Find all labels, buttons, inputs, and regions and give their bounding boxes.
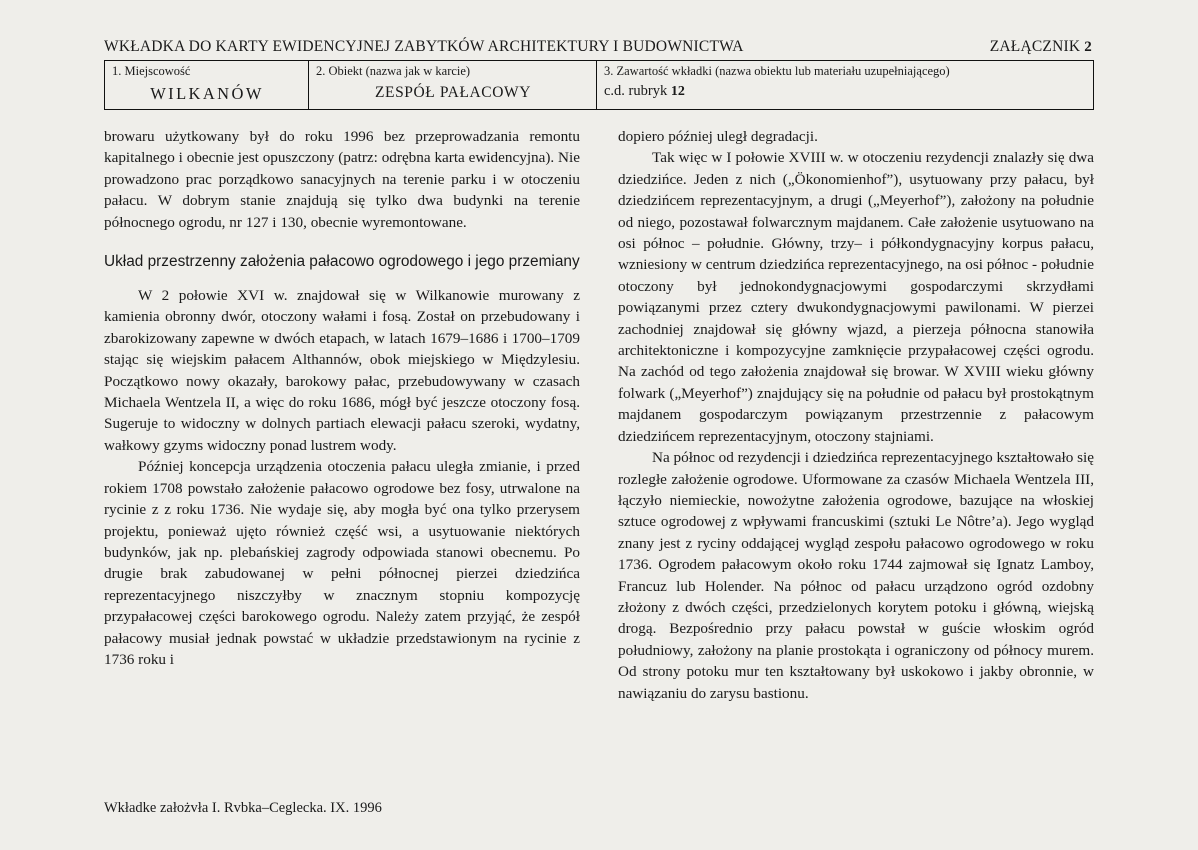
- content-value-prefix: c.d. rubryk: [604, 83, 668, 99]
- paragraph: W 2 połowie XVI w. znajdował się w Wilkanowie murowany z kamienia obronny dwór, otoczony wałami i fosą. Został on przebudowany i zbarokizowany zapewne w dwóch etapach, w latach 1679–1686 i 1700–1709 stając się wiejskim pałacem Althannów, obok miejskiego w Międzylesiu. Początkowo nowy okazały, barokowy pałac, przebudowywany w czasach Michaela Wentzela II, a więc do roku 1686, mógł być jeszcze otoczony fosą. Sugeruje to widoczny w dolnych partiach elewacji pałacu szeroki, wydatny, wałkowy gzyms widoczny ponad lustrem wody.: [104, 287, 580, 454]
- header-title: WKŁADKA DO KARTY EWIDENCYJNEJ ZABYTKÓW ARCHITEKTURY I BUDOWNICTWA: [104, 38, 744, 55]
- document-footer: Wkładke założvła I. Rvbka–Ceglecka. IX. 1996: [104, 800, 382, 816]
- metadata-cell-content: [597, 61, 1093, 109]
- paragraph: Później koncepcja urządzenia otoczenia pałacu uległa zmianie, i przed rokiem 1708 powstało założenie pałacowo ogrodowe bez fosy, utrwalone na rycinie z z roku 1736. Nie wydaje się, aby mogła być ona tylko przerysem projektu, ponieważ ujęto również część wsi, a usytuowanie niektórych budynków, jak np. plebańskiej zagrody odpowiada stanowi obecnemu. Po drugie brak zabudowanej w pełni północnej pierzei dziedzińca reprezentacyjnego niszczyłby w znacznym stopniu kompozycję przypałacowej części barokowego ogrodu. Należy zatem przyjąć, że zespół pałacowy musiał jednak powstać w układzie przedstawionym na rycinie z 1736 roku i: [104, 458, 580, 668]
- section-heading: Układ przestrzenny założenia pałacowo ogrodowego i jego przemiany: [104, 253, 580, 271]
- metadata-table: [104, 60, 1094, 110]
- content-label: 3. Zawartość wkładki (nazwa obiektu lub materiału uzupełniającego): [604, 64, 950, 78]
- paragraph: Tak więc w I połowie XVIII w. w otoczeniu rezydencji znalazły się dwa dziedzińce. Jeden z nich („Ökonomienhof”), usytuowany przy pałacu, był dziedzińcem reprezentacyjnym, a drugi („Meyerhof”), założony na południe od niego, pozostawał folwarcznym majdanem. Całe założenie usytuowano na osi północ – południe. Główny, trzy– i półkondygnacyjny korpus pałacu, wzniesiony w centrum dziedzińca reprezentacyjnego, na osi północ - południe otoczony był jednokondygnacjowymi gospodarczymi skrzydłami powiązanymi przez cztery dwukondygnacjowymi pawilonami. W pierzei zachodniej znajdował się główny wjazd, a pierzeja północna stanowiła architektoniczne i kompozycyjne zamknięcie przypałacowej części ogrodu. Na zachód od tego założenia znajdował się browar. W XVIII wieku główny folwark („Meyerhof”) znajdujący się na południe od pałacu był prostokątnym majdanem gospodarczym powiązanym przestrzennie z pałacowym dziedzińcem reprezentacyjnym, otoczony stajniami.: [618, 149, 1094, 445]
- left-column: [104, 126, 580, 704]
- body-columns: [104, 126, 1094, 704]
- paragraph: dopiero później uległ degradacji.: [618, 128, 818, 145]
- document-header: [104, 30, 1094, 56]
- locality-label: 1. Miejscowość: [112, 64, 191, 78]
- metadata-cell-object: [309, 61, 597, 109]
- object-label: 2. Obiekt (nazwa jak w karcie): [316, 64, 471, 78]
- object-value: ZESPÓŁ PAŁACOWY: [374, 84, 532, 101]
- content-value: [604, 83, 1087, 100]
- paragraph: Na północ od rezydencji i dziedzińca reprezentacyjnego kształtowało się rozległe założenie ogrodowe. Uformowane za czasów Michaela Wentzela III, łączyło niemieckie, nowożytne założenia ogrodowe, bazujące na włoskiej sztuce ogrodowej z wpływami francuskimi (sztuki Le Nôtre’a). Jego wygląd znany jest z ryciny oddającej wygląd zespołu pałacowo ogrodowego w roku 1736. Ogrodem pałacowym około roku 1744 zajmował się Ignatz Lamboy, Francuz lub Holender. Na północ od pałacu urządzono ogród ozdobny złożony z dwóch części, przedzielonych korytem potoku i główną, wiejską drogą. Bezpośrednio przy pałacu powstał w guście włoskim ogród południowy, założony na planie prostokąta i ograniczony od północy murem. Od strony potoku mur ten kształtowany był uskokowo i jakby obronnie, w nawiązaniu do zarysu bastionu.: [618, 449, 1094, 702]
- attachment-number: 2: [1084, 39, 1092, 55]
- paragraph: browaru użytkowany był do roku 1996 bez przeprowadzania remontu kapitalnego i obecnie jest opuszczony (patrz: odrębna karta ewidencyjna). Nie prowadzono prac porządkowo sanacyjnych na terenie parku i w otoczeniu pałacu. W dobrym stanie znajdują się tylko dwa budynki na terenie północnego ogrodu, nr 127 i 130, obecnie wyremontowane.: [104, 128, 580, 231]
- document-sheet: [104, 30, 1094, 820]
- right-column: [618, 126, 1094, 704]
- content-value-number: 12: [670, 84, 685, 99]
- metadata-cell-locality: [105, 61, 309, 109]
- attachment-label-group: [990, 38, 1094, 56]
- locality-value: WILKANÓW: [150, 84, 264, 103]
- attachment-label: ZAŁĄCZNIK: [989, 38, 1081, 55]
